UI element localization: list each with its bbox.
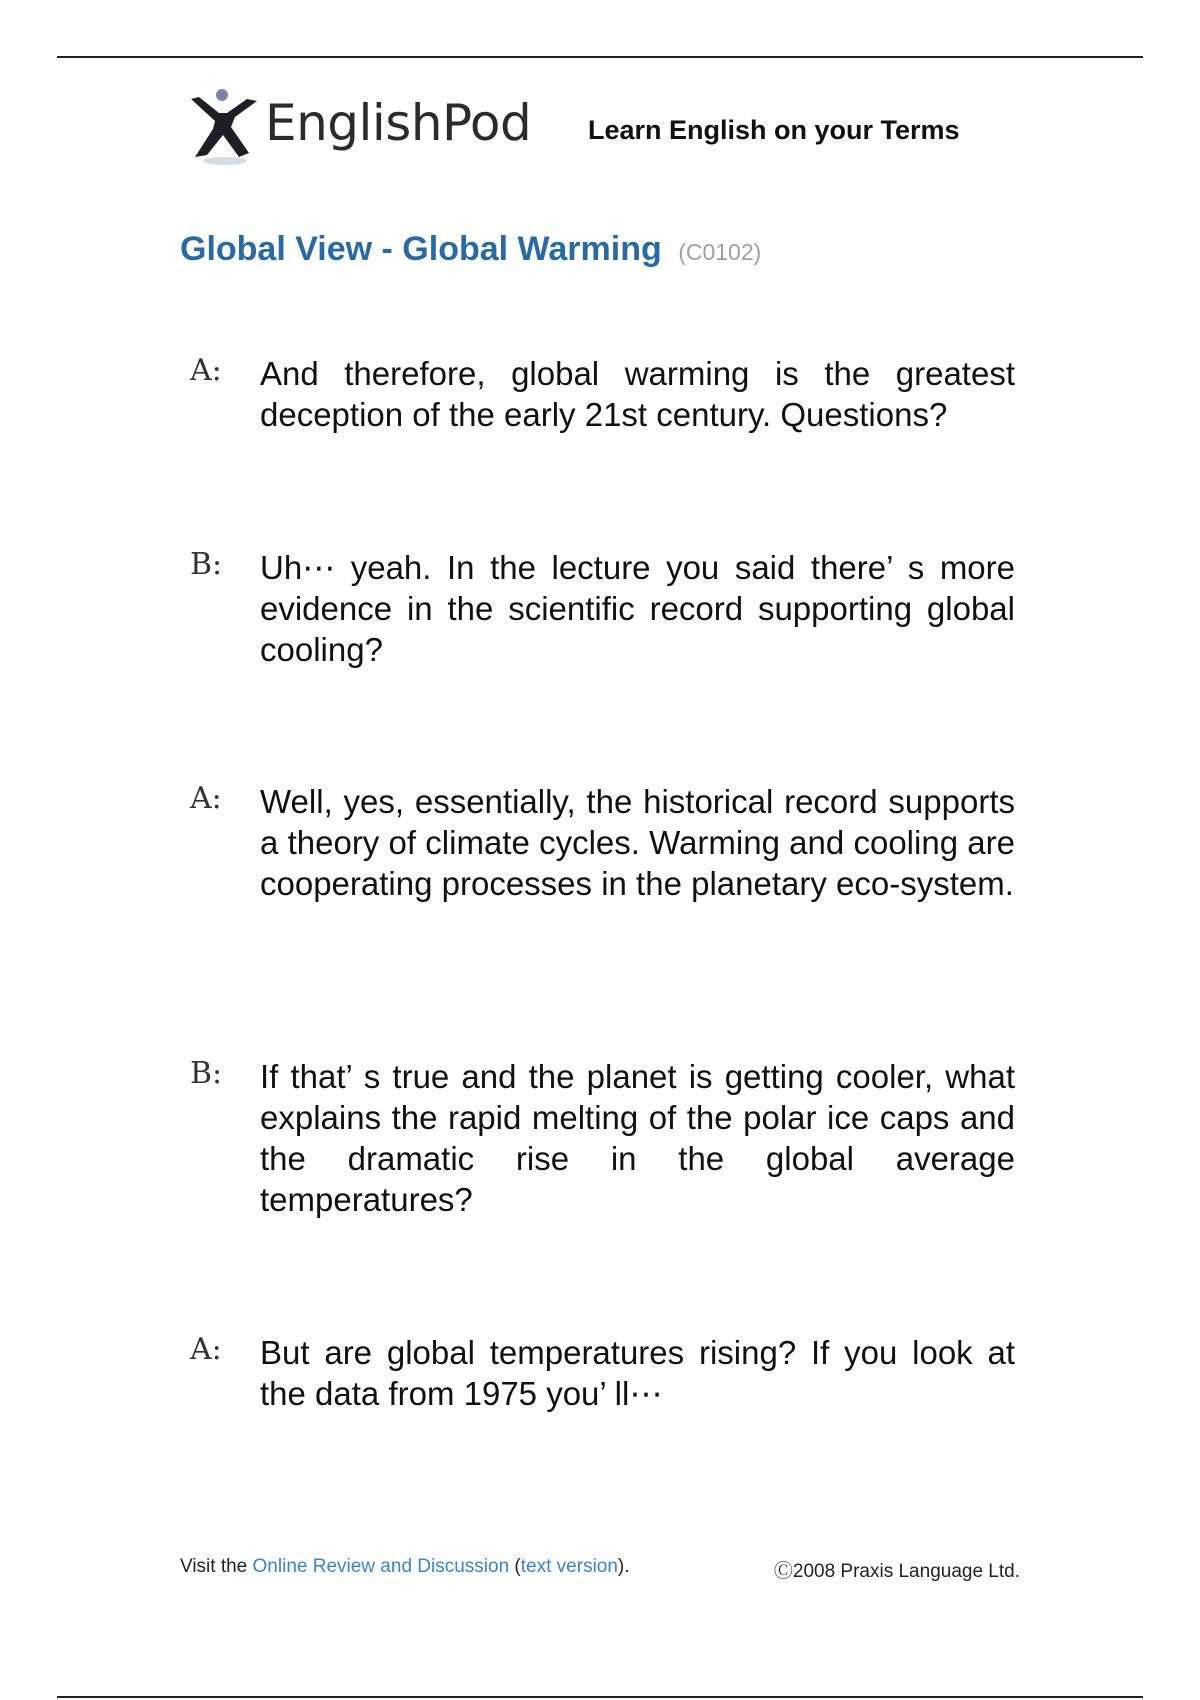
bottom-rule [57, 1696, 1143, 1698]
footer-paren-open: ( [509, 1556, 521, 1577]
page-header [185, 82, 985, 172]
lesson-title-row [180, 230, 761, 269]
englishpod-logo-icon [185, 87, 265, 167]
brand-name: EnglishPod [265, 94, 532, 152]
speaker-label: B: [190, 547, 223, 582]
speaker-label: B: [190, 1056, 223, 1091]
dialogue-text: But are global temperatures rising? If you look at the data from 1975 you’ ll⋯ [260, 1334, 1015, 1412]
lesson-code: (C0102) [678, 239, 762, 265]
lesson-title: Global View - Global Warming [180, 230, 662, 268]
dialogue-text: If that’ s true and the planet is getting cooler, what explains the rapid melting of the polar ice caps and the dramatic rise in the global average temperatures? [260, 1058, 1015, 1218]
copyright-notice: Ⓒ2008 Praxis Language Ltd. [773, 1561, 1020, 1582]
dialogue-text: Uh⋯ yeah. In the lecture you said there’ s more evidence in the scientific record supporting global cooling? [260, 549, 1015, 668]
dialogue-text: Well, yes, essentially, the historical record supports a theory of climate cycles. Warming and cooling are cooperating processes in the planetary eco-system. [260, 783, 1015, 902]
text-version-link[interactable]: text version [520, 1556, 618, 1577]
online-review-link[interactable]: Online Review and Discussion [252, 1556, 510, 1577]
speaker-label: A: [190, 781, 222, 816]
top-rule [57, 56, 1143, 58]
footer-visit [180, 1556, 630, 1578]
speaker-label: A: [190, 353, 222, 388]
footer-paren-close: ). [617, 1556, 630, 1577]
speaker-label: A: [190, 1332, 222, 1367]
tagline: Learn English on your Terms [588, 115, 960, 145]
dialogue-text: And therefore, global warming is the greatest deception of the early 21st century. Questions? [260, 355, 1015, 433]
footer-visit-prefix: Visit the [180, 1556, 253, 1577]
